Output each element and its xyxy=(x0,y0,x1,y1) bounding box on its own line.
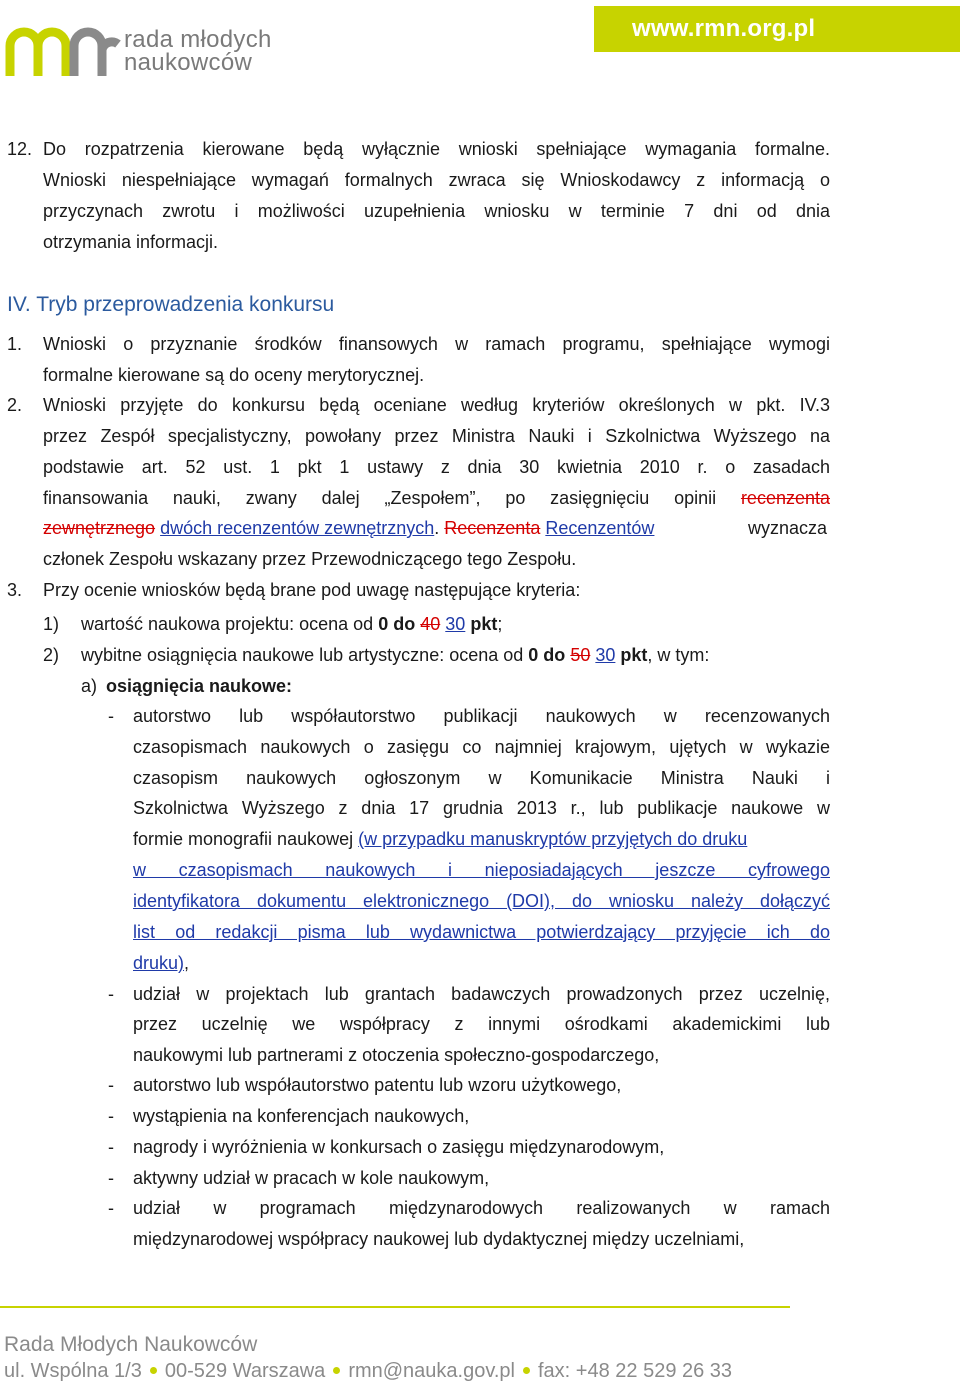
footer-contact xyxy=(4,1360,732,1383)
inserted-line: identyfikatora dokumentu elektronicznego (DOI), do wniosku należy dołączyć xyxy=(133,891,830,911)
paragraph-line: Wnioski przyjęte do konkursu będą oceniane według kryteriów określonych w pkt. IV.3 xyxy=(43,395,830,415)
bullet-line: druku), xyxy=(133,953,190,973)
paragraph-line: otrzymania informacji. xyxy=(43,232,219,252)
website-link[interactable]: www.rmn.org.pl xyxy=(632,15,816,42)
inserted-text: (w przypadku manuskryptów przyjętych do druku xyxy=(358,829,748,849)
deleted-text: Recenzenta xyxy=(444,518,541,538)
criterion-1: wartość naukowa projektu: ocena od 0 do 40 30 pkt; xyxy=(81,614,503,634)
footer-fax: fax: +48 22 529 26 33 xyxy=(538,1360,733,1382)
paragraph-line: finansowania nauki, zwany dalej „Zespołem”, po zasięgnięciu opinii recenzenta xyxy=(43,488,830,508)
item-number: 2. xyxy=(7,395,23,415)
paragraph-line: Wnioski niespełniające wymagań formalnych zwraca się Wnioskodawcy z informacją o xyxy=(43,170,830,190)
bullet-dash: - xyxy=(108,1198,114,1218)
paragraph-line: przez Zespół specjalistyczny, powołany przez Ministra Nauki i Szkolnictwa Wyższego na xyxy=(43,426,830,446)
paragraph-line: Przy ocenie wniosków będą brane pod uwagę następujące kryteria: xyxy=(43,580,581,600)
bullet-line: autorstwo lub współautorstwo publikacji naukowych w recenzowanych xyxy=(133,706,830,726)
inserted-text: druku) xyxy=(133,953,185,973)
bullet-line: Szkolnictwa Wyższego z dnia 17 grudnia 2013 r., lub publikacje naukowe w xyxy=(133,798,830,818)
deleted-text: zewnętrznego xyxy=(43,518,156,538)
dot-icon xyxy=(523,1367,530,1374)
bullet-dash: - xyxy=(108,1106,114,1126)
bullet-line: autorstwo lub współautorstwo patentu lub wzoru użytkowego, xyxy=(133,1075,622,1095)
criterion-2: wybitne osiągnięcia naukowe lub artystyczne: ocena od 0 do 50 30 pkt, w tym: xyxy=(81,645,710,665)
criterion-number: 1) xyxy=(43,614,60,634)
item-number: 12. xyxy=(7,139,33,159)
paragraph-line-end: wyznacza xyxy=(748,518,828,538)
subpoint-title: osiągnięcia naukowe: xyxy=(106,676,293,696)
criterion-number: 2) xyxy=(43,645,60,665)
inserted-line: w czasopismach naukowych i nieposiadających jeszcze cyfrowego xyxy=(133,860,830,880)
logo-line-2: naukowców xyxy=(124,49,253,76)
website-badge[interactable] xyxy=(594,6,960,52)
bullet-dash: - xyxy=(108,984,114,1004)
section-heading: IV. Tryb przeprowadzenia konkursu xyxy=(7,293,335,316)
footer-divider xyxy=(0,1306,790,1308)
bullet-line: przez uczelnię we współpracy z innymi ośrodkami akademickimi lub xyxy=(133,1014,830,1034)
bullet-dash: - xyxy=(108,706,114,726)
bullet-line: udział w programach międzynarodowych realizowanych w ramach xyxy=(133,1198,830,1218)
logo-line-1: rada młodych xyxy=(124,26,272,53)
bullet-line: wystąpienia na konferencjach naukowych, xyxy=(133,1106,470,1126)
inserted-text: dwóch recenzentów zewnętrznych xyxy=(160,518,435,538)
footer-postal: 00-529 Warszawa xyxy=(164,1360,326,1382)
logo-wordmark xyxy=(124,28,272,74)
paragraph-line: zewnętrznego dwóch recenzentów zewnętrznych. Recenzenta Recenzentów xyxy=(43,518,655,538)
bullet-line: czasopism naukowych ogłoszonym w Komunikacie Ministra Nauki i xyxy=(133,768,830,788)
inserted-text: Recenzentów xyxy=(545,518,655,538)
paragraph-line: formalne kierowane są do oceny merytorycznej. xyxy=(43,365,425,385)
rmn-logo-icon xyxy=(4,18,124,82)
deleted-text: 50 xyxy=(570,645,591,665)
item-number: 3. xyxy=(7,580,23,600)
bullet-line: międzynarodowej współpracy naukowej lub dydaktycznej między uczelniami, xyxy=(133,1229,745,1249)
bullet-line: udział w projektach lub grantach badawczych prowadzonych przez uczelnię, xyxy=(133,984,830,1004)
deleted-text: 40 xyxy=(420,614,441,634)
footer-address: ul. Wspólna 1/3 xyxy=(4,1360,142,1382)
bullet-dash: - xyxy=(108,1168,114,1188)
inserted-text: 30 xyxy=(445,614,466,634)
deleted-text: recenzenta xyxy=(740,488,830,508)
paragraph-line: podstawie art. 52 ust. 1 pkt 1 ustawy z dnia 30 kwietnia 2010 r. o zasadach xyxy=(43,457,830,477)
dot-icon xyxy=(333,1367,340,1374)
dot-icon xyxy=(150,1367,157,1374)
bullet-line: naukowymi lub partnerami z otoczenia społeczno-gospodarczego, xyxy=(133,1045,660,1065)
paragraph-line: Do rozpatrzenia kierowane będą wyłącznie wnioski spełniające wymagania formalne. xyxy=(43,139,830,159)
paragraph-line: przyczynach zwrotu i możliwości uzupełnienia wniosku w terminie 7 dni od dnia xyxy=(43,201,830,221)
bullet-line: czasopismach naukowych o zasięgu co najmniej krajowym, ujętych w wykazie xyxy=(133,737,830,757)
subpoint-letter: a) xyxy=(81,676,98,696)
bullet-dash: - xyxy=(108,1137,114,1157)
paragraph-line: członek Zespołu wskazany przez Przewodniczącego tego Zespołu. xyxy=(43,549,577,569)
footer-org: Rada Młodych Naukowców xyxy=(4,1333,258,1356)
inserted-text: 30 xyxy=(595,645,616,665)
bullet-line: formie monografii naukowej (w przypadku manuskryptów przyjętych do druku xyxy=(133,829,748,849)
item-number: 1. xyxy=(7,334,23,354)
bullet-line: nagrody i wyróżnienia w konkursach o zasięgu międzynarodowym, xyxy=(133,1137,665,1157)
bullet-dash: - xyxy=(108,1075,114,1095)
paragraph-line: Wnioski o przyznanie środków finansowych w ramach programu, spełniające wymogi xyxy=(43,334,830,354)
footer-email[interactable]: rmn@nauka.gov.pl xyxy=(348,1360,515,1382)
bullet-line: aktywny udział w pracach w kole naukowym, xyxy=(133,1168,490,1188)
inserted-line: list od redakcji pisma lub wydawnictwa potwierdzający przyjęcie ich do xyxy=(133,922,830,942)
